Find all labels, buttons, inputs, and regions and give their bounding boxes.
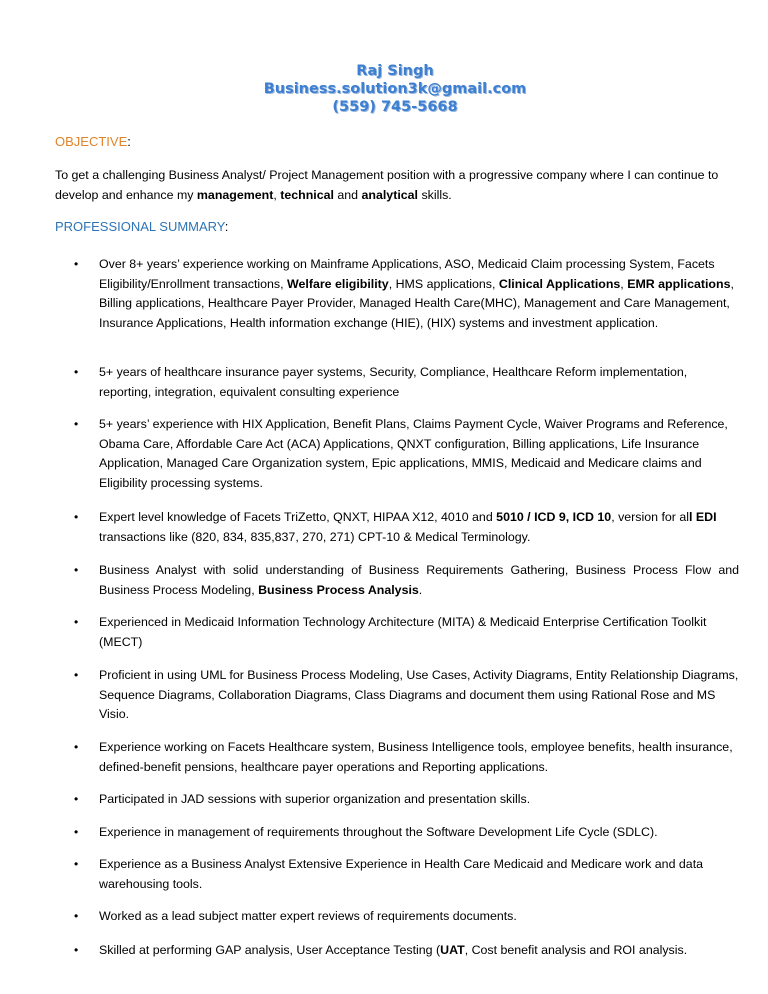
summary-item: • 5+ years of healthcare insurance payer systems, Security, Compliance, Healthcare Reform implementation, reporting, integration, equivalent consulting experience [74,365,688,399]
bullet-icon: • [74,563,79,577]
summary-item: • Experience in management of requirements throughout the Software Development Life Cycle (SDLC). [99,823,739,843]
summary-item: • Proficient in using UML for Business Process Modeling, Use Cases, Activity Diagrams, Entity Relationship Diagrams, Sequence Diagrams, Collaboration Diagrams, Class Diagrams and document them using Rational Rose and MS Visio. [74,668,739,721]
bullet-icon: • [74,857,79,871]
bullet-icon: • [74,417,79,431]
bullet-icon: • [74,943,79,957]
summary-item: • Business Analyst with solid understanding of Business Requirements Gathering, Business Process Flow and Business Process Modeling, Business Process Analysis. [74,563,739,597]
objective-heading-colon: : [127,134,131,149]
candidate-phone: (559) 745-5668 [332,99,458,115]
objective-heading [55,134,131,149]
bullet-icon: • [74,825,79,839]
bullet-icon: • [74,740,79,754]
summary-item: • 5+ years’ experience with HIX Application, Benefit Plans, Claims Payment Cycle, Waiver Programs and Reference, Obama Care, Affordable Care Act (ACA) Applications, QNXT configuration, Billing applications, Life Insurance Application, Managed Care Organization system, Epic applications, MMIS, Medicaid and Medicare claims and Eligibility processing systems. [74,417,728,490]
objective-text: To get a challenging Business Analyst/ Project Management position with a progressive company where I can continue to develop and enhance my management, technical and analytical skills. [55,168,719,202]
bullet-icon: • [74,365,79,379]
bullet-icon: • [74,792,79,806]
summary-item: • Experience as a Business Analyst Extensive Experience in Health Care Medicaid and Medicare work and data warehousing tools. [74,857,704,891]
summary-item: • Experience working on Facets Healthcare system, Business Intelligence tools, employee benefits, health insurance, defined-benefit pensions, healthcare payer operations and Reporting applications. [74,740,733,774]
bullet-icon: • [74,668,79,682]
summary-heading-text: PROFESSIONAL SUMMARY [55,219,225,234]
bullet-icon: • [74,909,79,923]
candidate-email: Business.solution3k@gmail.com [263,81,527,97]
bullet-icon: • [74,615,79,629]
summary-item: • Participated in JAD sessions with superior organization and presentation skills. [99,790,739,810]
candidate-name: Raj Singh [356,63,434,79]
bullet-icon: • [74,257,79,271]
summary-heading [55,219,228,234]
contact-header [0,62,768,116]
summary-item: • Over 8+ years’ experience working on Mainframe Applications, ASO, Medicaid Claim processing System, Facets Eligibility/Enrollment transactions, Welfare eligibility, HMS applications, Clinical Applications, EMR applications, Billing applications, Healthcare Payer Provider, Managed Health Care(MHC), Management and Care Management, Insurance Applications, Health information exchange (HIE), (HIX) systems and investment application. [74,257,734,330]
summary-item: • Experienced in Medicaid Information Technology Architecture (MITA) & Medicaid Enterprise Certification Toolkit (MECT) [74,615,707,649]
summary-item: • Worked as a lead subject matter expert reviews of requirements documents. [99,907,739,927]
bullet-icon: • [74,510,79,524]
summary-heading-colon: : [224,219,229,234]
summary-item: • Expert level knowledge of Facets TriZetto, QNXT, HIPAA X12, 4010 and 5010 / ICD 9, ICD 10, version for all EDI transactions like (820, 834, 835,837, 270, 271) CPT-10 & Medical Terminology. [74,510,717,544]
summary-item: • Skilled at performing GAP analysis, User Acceptance Testing (UAT, Cost benefit analysis and ROI analysis. [99,941,739,961]
objective-heading-text: OBJECTIVE [55,134,128,149]
